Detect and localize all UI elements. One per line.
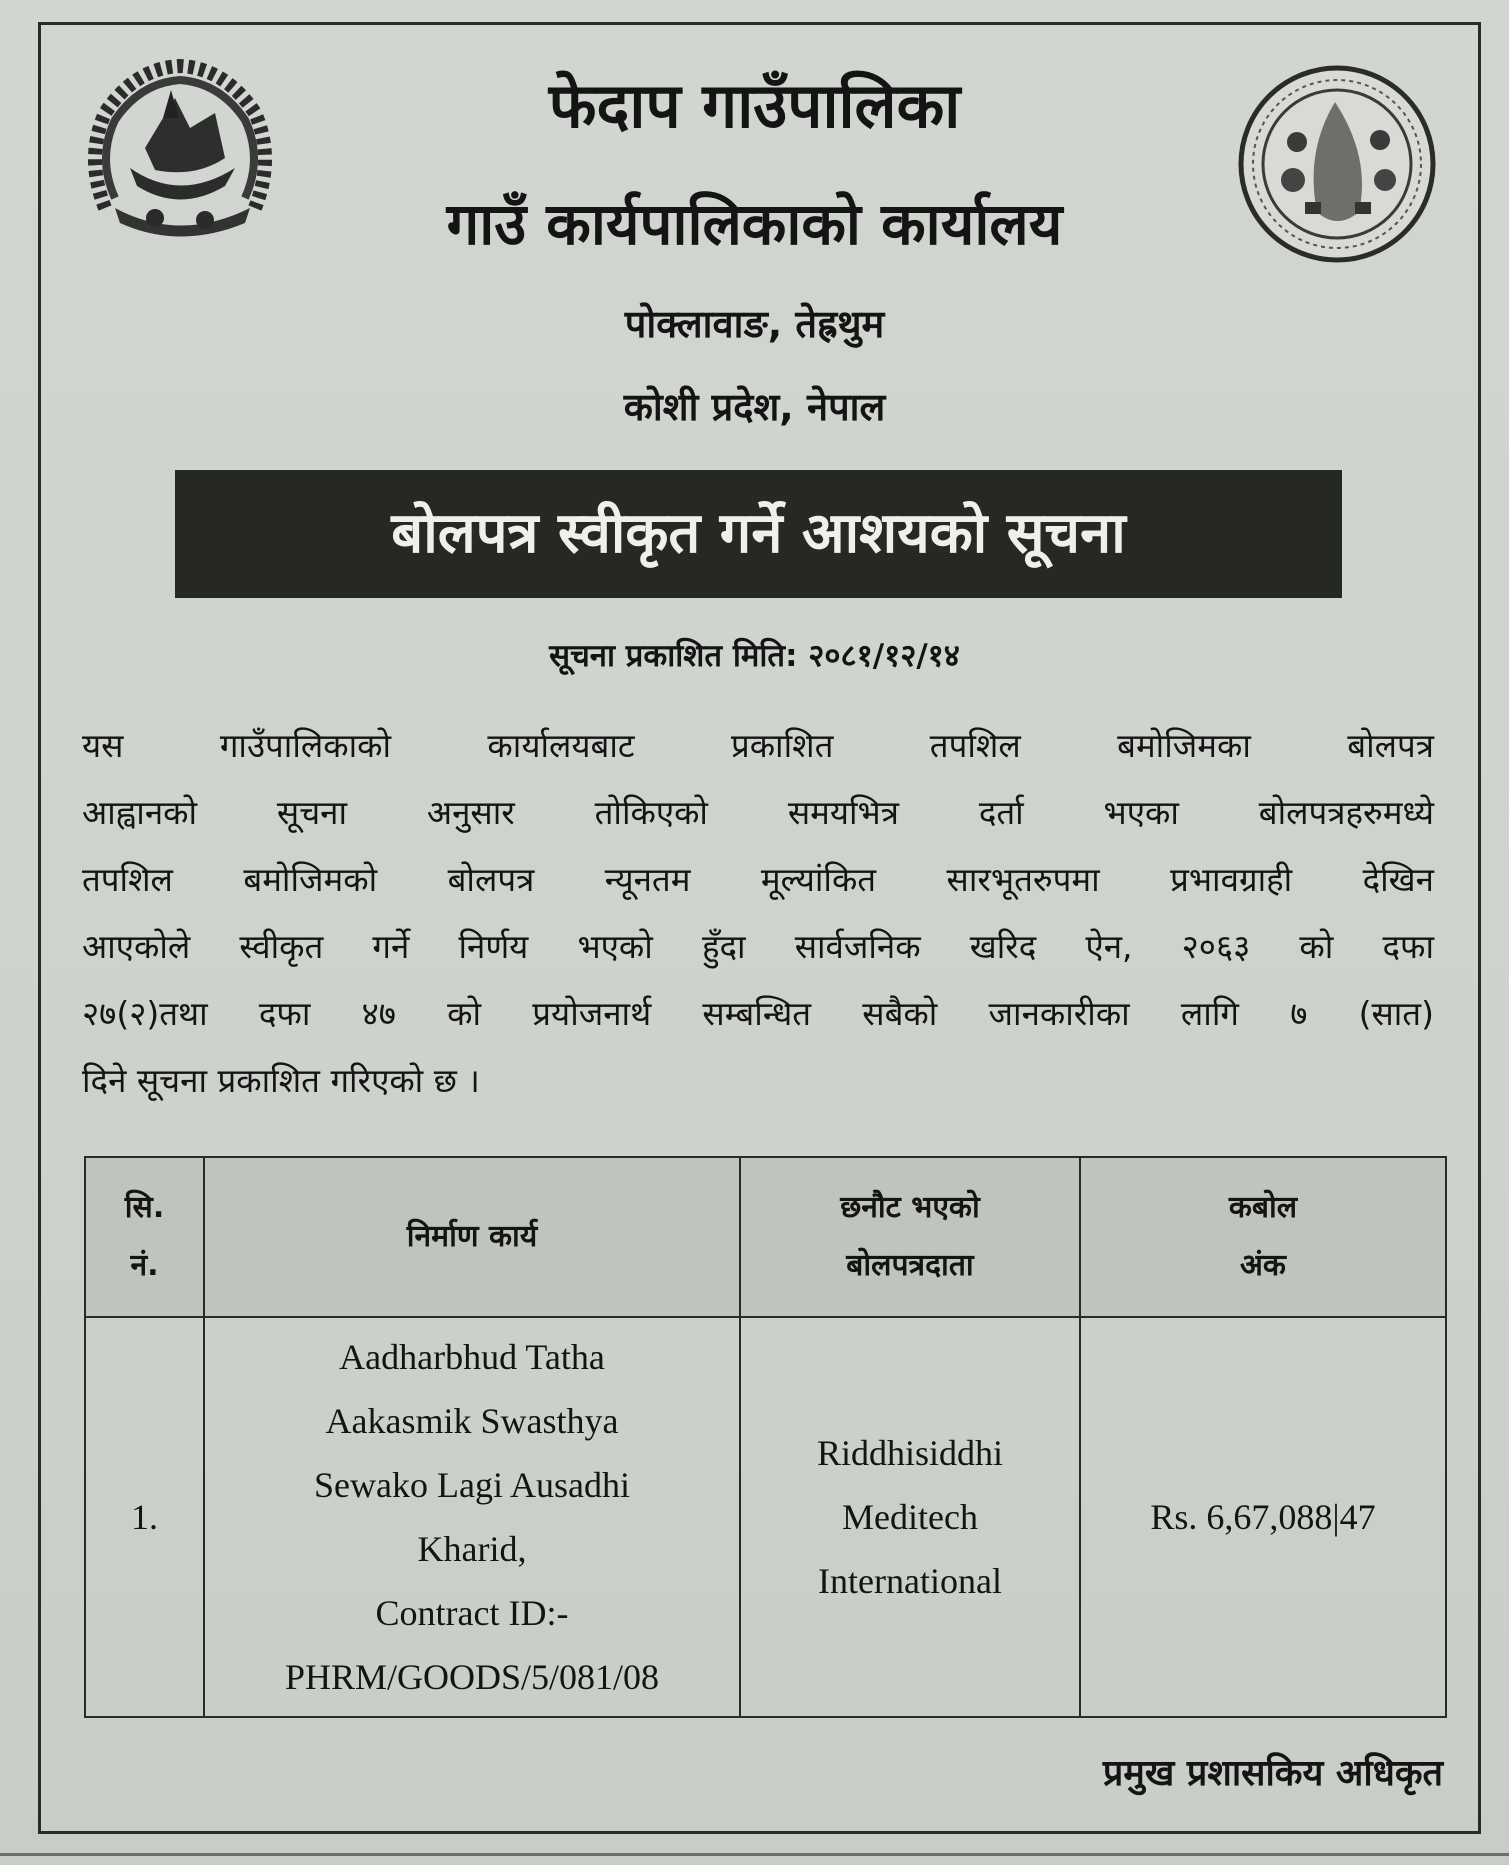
cell-amount: Rs. 6,67,088|47: [1080, 1317, 1446, 1717]
cell-serial-number: 1.: [85, 1317, 204, 1717]
header-bidder-line2: बोलपत्रदाता: [846, 1248, 974, 1283]
table-header-row: [85, 1157, 1446, 1317]
cell-bidder: [740, 1317, 1080, 1717]
award-table: [84, 1156, 1447, 1718]
office-location: पोक्लावाङ, तेह्रथुम: [624, 302, 885, 346]
body-line: आह्वानको सूचना अनुसार तोकिएको समयभित्र दर्ता भएका बोलपत्रहरुमध्ये: [82, 793, 1434, 832]
work-line: Sewako Lagi Ausadhi: [314, 1465, 630, 1505]
work-line: Aadharbhud Tatha: [339, 1337, 605, 1377]
header-amount-line1: कबोल: [1228, 1190, 1298, 1225]
work-line: PHRM/GOODS/5/081/08: [284, 1657, 660, 1697]
body-line: २७(२)तथा दफा ४७ को प्रयोजनार्थ सम्बन्धित सबैको जानकारीका लागि ७ (सात): [82, 994, 1434, 1033]
header-amount-line2: अंक: [1240, 1248, 1286, 1283]
header-serial-number: [85, 1157, 204, 1317]
municipality-name: फेदाप गाउँपालिका: [548, 69, 961, 142]
bidder-line: Meditech: [842, 1497, 978, 1537]
work-line: Kharid,: [417, 1529, 527, 1569]
province-country: कोशी प्रदेश, नेपाल: [623, 385, 886, 429]
notice-body: [82, 712, 1434, 1114]
header-bid-amount: [1080, 1157, 1446, 1317]
notice-title-banner: बोलपत्र स्वीकृत गर्ने आशयको सूचना: [175, 470, 1342, 598]
header-serial-line1: सि.: [124, 1190, 165, 1225]
body-line: यस गाउँपालिकाको कार्यालयबाट प्रकाशित तपशिल बमोजिमका बोलपत्र: [82, 726, 1434, 765]
cell-work: [204, 1317, 740, 1717]
table-row: [85, 1317, 1446, 1717]
body-line: आएकोले स्वीकृत गर्ने निर्णय भएको हुँदा सार्वजनिक खरिद ऐन, २०६३ को दफा: [82, 927, 1434, 966]
office-name: गाउँ कार्यपालिकाको कार्यालय: [446, 190, 1063, 258]
body-line: दिने सूचना प्रकाशित गरिएको छ ।: [82, 1061, 480, 1100]
header-work: निर्माण कार्य: [204, 1157, 740, 1317]
body-line: तपशिल बमोजिमको बोलपत्र न्यूनतम मूल्यांकित सारभूतरुपमा प्रभावग्राही देखिन: [82, 860, 1434, 899]
header-serial-line2: नं.: [130, 1248, 159, 1283]
work-line: Aakasmik Swasthya: [325, 1401, 619, 1441]
bidder-line: Riddhisiddhi: [816, 1433, 1004, 1473]
work-line: Contract ID:-: [375, 1593, 569, 1633]
header-bidder-line1: छनौट भएको: [840, 1190, 980, 1225]
header-selected-bidder: [740, 1157, 1080, 1317]
page-bottom-rule: [0, 1853, 1509, 1856]
bidder-line: International: [818, 1561, 1002, 1601]
published-date: सूचना प्रकाशित मिति: २०८१/१२/१४: [549, 638, 960, 674]
signatory-title: प्रमुख प्रशासकिय अधिकृत: [1102, 1753, 1443, 1794]
